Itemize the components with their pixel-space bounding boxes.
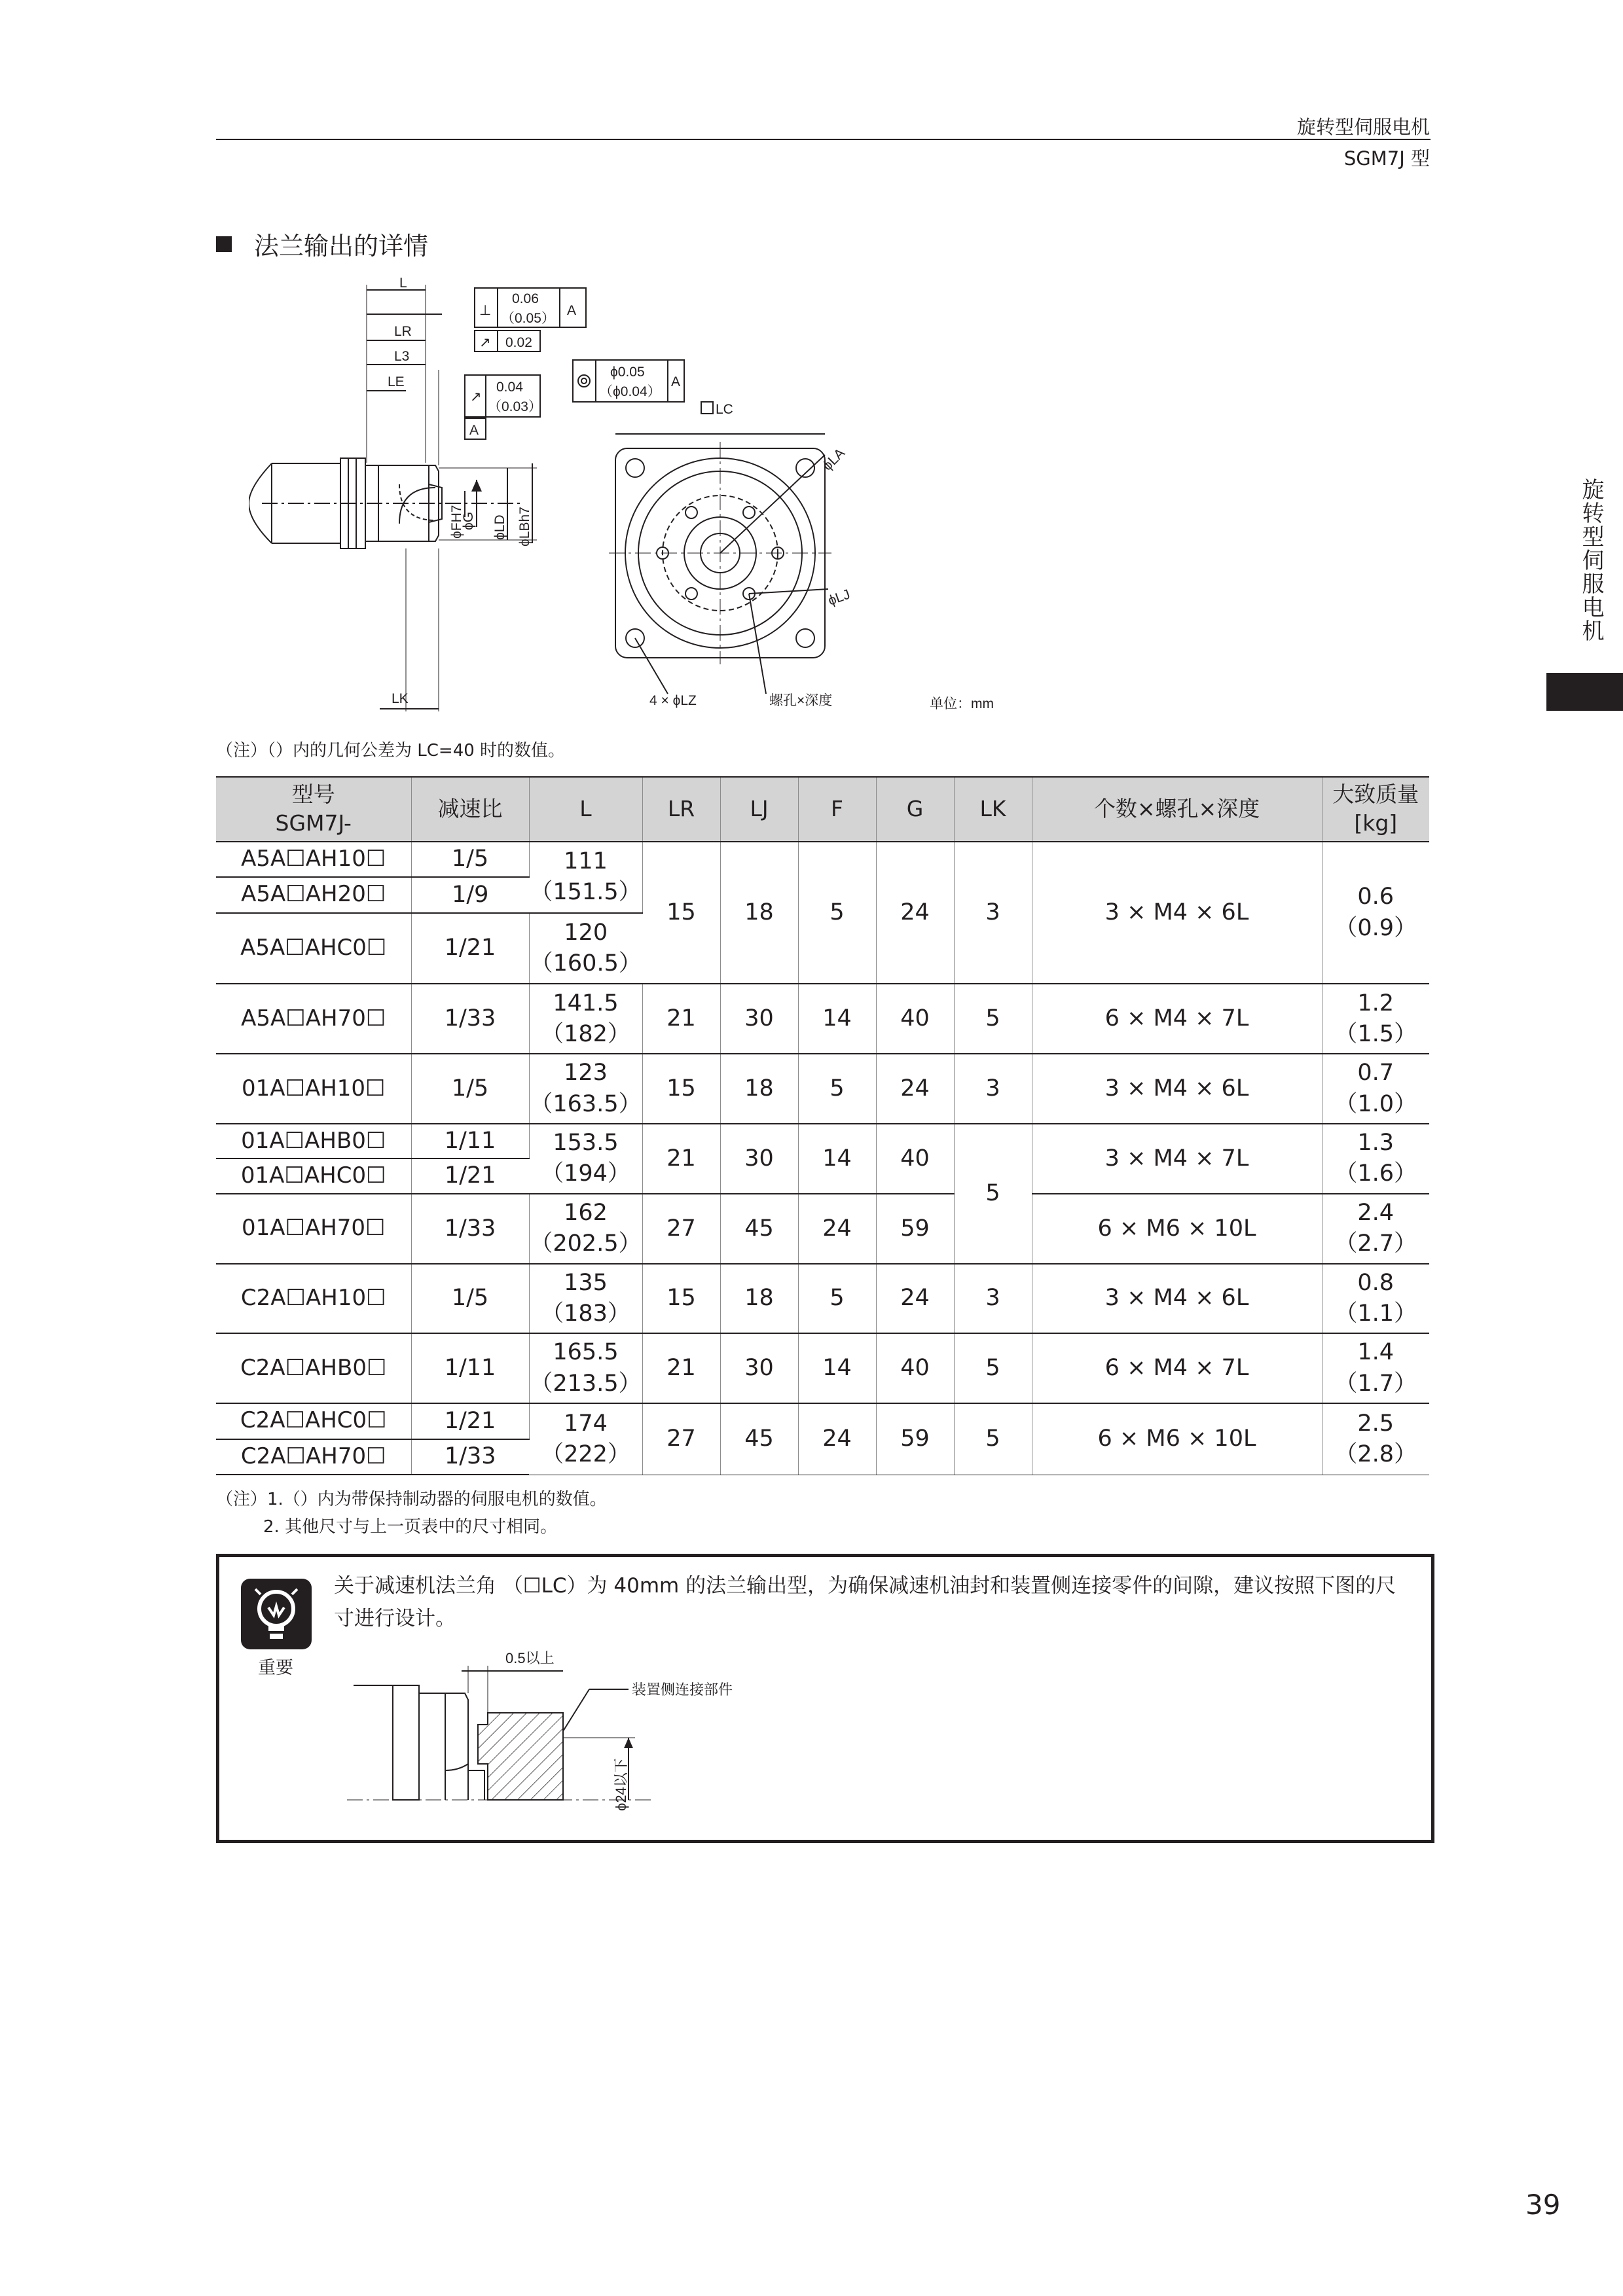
table-cell-lr: 15 (642, 842, 720, 984)
table-cell-g: 24 (876, 842, 954, 984)
th-lr: LR (642, 777, 720, 842)
table-cell-l: 111 （151.5） (529, 842, 642, 913)
tol2: 0.02 (505, 335, 532, 350)
table-row-model: A5A☐AH70☐ (216, 984, 411, 1054)
table-cell-mass: 0.6 （0.9） (1322, 842, 1429, 984)
header-title: 旋转型伺服电机 (1296, 116, 1430, 138)
table-row-ratio: 1/9 (411, 877, 529, 912)
table-cell-lk: 5 (954, 1124, 1032, 1264)
table-cell-l: 141.5 （182） (529, 984, 642, 1054)
table-cell-g: 24 (876, 1054, 954, 1124)
page-number: 39 (1525, 2189, 1561, 2221)
tol1-datum: A (567, 303, 577, 318)
table-row-model: 01A☐AHB0☐ (216, 1124, 411, 1158)
table-cell-f: 5 (798, 1054, 876, 1124)
svg-text:↗: ↗ (479, 335, 491, 350)
table-cell-g: 59 (876, 1403, 954, 1475)
table-cell-lk: 5 (954, 1333, 1032, 1403)
table-cell-holes: 6 × M4 × 7L (1032, 984, 1322, 1054)
table-cell-holes: 3 × M4 × 7L (1032, 1124, 1322, 1194)
table-cell-lj: 45 (720, 1194, 798, 1264)
table-cell-f: 24 (798, 1403, 876, 1475)
tol3-datum: A (469, 423, 479, 438)
th-lj: LJ (720, 777, 798, 842)
th-f: F (798, 777, 876, 842)
table-row-ratio: 1/5 (411, 1264, 529, 1334)
table-row-model: A5A☐AH20☐ (216, 877, 411, 912)
dim-la: ϕLA (820, 445, 848, 474)
note-top: （注）（）内的几何公差为 LC=40 时的数值。 (216, 741, 566, 761)
table-cell-mass: 1.2 （1.5） (1322, 984, 1429, 1054)
table-row-model: A5A☐AHC0☐ (216, 913, 411, 984)
spec-table (216, 776, 1429, 1475)
table-cell-holes: 3 × M4 × 6L (1032, 1264, 1322, 1334)
th-holes: 个数×螺孔×深度 (1032, 777, 1322, 842)
side-tab-label: 旋转型伺服电机 (1578, 478, 1604, 643)
table-cell-g: 40 (876, 984, 954, 1054)
flange-output-drawing (249, 272, 1034, 717)
tol1-a: 0.06 (512, 291, 539, 306)
tol3-a: 0.04 (496, 380, 523, 395)
table-cell-f: 24 (798, 1194, 876, 1264)
important-text: 关于减速机法兰角 （☐LC）为 40mm 的法兰输出型，为确保减速机油封和装置侧连接零件的间隙，建议按照下图的尺寸进行设计。 (334, 1574, 1396, 1630)
clearance-detail-drawing (340, 1640, 799, 1823)
table-row-model: 01A☐AH70☐ (216, 1194, 411, 1264)
table-cell-mass: 1.4 （1.7） (1322, 1333, 1429, 1403)
table-cell-lj: 18 (720, 1264, 798, 1334)
table-cell-lk: 3 (954, 1054, 1032, 1124)
table-row-ratio: 1/5 (411, 842, 529, 877)
table-row-model: C2A☐AHB0☐ (216, 1333, 411, 1403)
table-cell-f: 5 (798, 1264, 876, 1334)
table-cell-l: 120 （160.5） (529, 913, 642, 984)
table-row-ratio: 1/11 (411, 1333, 529, 1403)
section-title (216, 226, 428, 262)
dim-lj: ϕLJ (826, 586, 852, 609)
table-cell-lk: 3 (954, 842, 1032, 984)
table-row-ratio: 1/21 (411, 1403, 529, 1439)
table-cell-f: 14 (798, 1124, 876, 1194)
table-cell-mass: 1.3 （1.6） (1322, 1124, 1429, 1194)
notes-bottom (216, 1486, 607, 1541)
table-cell-l: 165.5 （213.5） (529, 1333, 642, 1403)
unit-label: 单位：mm (930, 696, 994, 711)
table-cell-f: 14 (798, 1333, 876, 1403)
note-2: 2. 其他尺寸与上一页表中的尺寸相同。 (263, 1517, 558, 1537)
table-cell-lr: 27 (642, 1194, 720, 1264)
table-row-model: 01A☐AHC0☐ (216, 1158, 411, 1193)
table-row-model: C2A☐AH10☐ (216, 1264, 411, 1334)
table-cell-lr: 21 (642, 1124, 720, 1194)
th-mass: 大致质量 [kg] (1322, 777, 1429, 842)
table-cell-lr: 27 (642, 1403, 720, 1475)
table-cell-holes: 6 × M6 × 10L (1032, 1403, 1322, 1475)
table-row-model: C2A☐AHC0☐ (216, 1403, 411, 1439)
part-label: 装置侧连接部件 (632, 1681, 733, 1698)
table-row-ratio: 1/21 (411, 913, 529, 984)
tol4-a: ϕ0.05 (610, 365, 645, 380)
svg-text:⊥: ⊥ (479, 303, 492, 318)
table-cell-mass: 2.5 （2.8） (1322, 1403, 1429, 1475)
table-cell-g: 40 (876, 1124, 954, 1194)
table-row-ratio: 1/21 (411, 1158, 529, 1193)
tol3-b: （0.03） (488, 399, 542, 414)
table-cell-mass: 0.7 （1.0） (1322, 1054, 1429, 1124)
table-cell-l: 174 （222） (529, 1403, 642, 1475)
side-tab-marker (1546, 673, 1623, 711)
section-title-text: 法兰输出的详情 (254, 232, 429, 260)
table-row-ratio: 1/33 (411, 1439, 529, 1475)
th-lk: LK (954, 777, 1032, 842)
dim-l3: L3 (394, 349, 410, 364)
table-cell-lr: 15 (642, 1264, 720, 1334)
dim-lk: LK (392, 691, 409, 706)
table-row-ratio: 1/5 (411, 1054, 529, 1124)
table-cell-mass: 0.8 （1.1） (1322, 1264, 1429, 1334)
table-cell-lr: 15 (642, 1054, 720, 1124)
table-row-ratio: 1/11 (411, 1124, 529, 1158)
table-cell-g: 59 (876, 1194, 954, 1264)
table-cell-l: 135 （183） (529, 1264, 642, 1334)
table-cell-l: 162 （202.5） (529, 1194, 642, 1264)
table-cell-lj: 30 (720, 984, 798, 1054)
dim-l: L (399, 276, 407, 291)
dim-screw: 螺孔×深度 (769, 693, 833, 708)
table-cell-lr: 21 (642, 984, 720, 1054)
lightbulb-icon (240, 1577, 313, 1651)
svg-text:↗: ↗ (470, 389, 482, 404)
note-1: （注）1.（）内为带保持制动器的伺服电机的数值。 (216, 1490, 607, 1509)
th-model: 型号 SGM7J- (216, 777, 411, 842)
table-cell-f: 14 (798, 984, 876, 1054)
table-cell-lk: 5 (954, 1403, 1032, 1475)
table-row-model: C2A☐AH70☐ (216, 1439, 411, 1475)
table-row-ratio: 1/33 (411, 1194, 529, 1264)
tol1-b: （0.05） (501, 311, 555, 326)
dim-g: ϕG (461, 511, 476, 530)
table-row-model: 01A☐AH10☐ (216, 1054, 411, 1124)
important-label: 重要 (258, 1658, 293, 1678)
table-cell-mass: 2.4 （2.7） (1322, 1194, 1429, 1264)
th-ratio: 减速比 (411, 777, 529, 842)
section-bullet-icon (216, 236, 232, 252)
table-cell-holes: 3 × M4 × 6L (1032, 842, 1322, 984)
table-cell-lk: 5 (954, 984, 1032, 1054)
header-model: SGM7J 型 (1343, 147, 1430, 170)
table-cell-lk: 3 (954, 1264, 1032, 1334)
table-cell-f: 5 (798, 842, 876, 984)
header-rule (216, 139, 1431, 140)
table-row-model: A5A☐AH10☐ (216, 842, 411, 877)
th-g: G (876, 777, 954, 842)
table-row-ratio: 1/33 (411, 984, 529, 1054)
dim-lz: 4 × ϕLZ (649, 693, 697, 708)
table-cell-l: 123 （163.5） (529, 1054, 642, 1124)
tol4-b: （ϕ0.04） (599, 384, 661, 399)
table-cell-holes: 3 × M4 × 6L (1032, 1054, 1322, 1124)
table-cell-lj: 18 (720, 842, 798, 984)
table-cell-holes: 6 × M4 × 7L (1032, 1333, 1322, 1403)
dim-lbh7: ϕLBh7 (517, 507, 532, 547)
dim-le: LE (388, 374, 405, 389)
table-cell-g: 24 (876, 1264, 954, 1334)
table-cell-lj: 30 (720, 1124, 798, 1194)
th-l: L (529, 777, 642, 842)
table-cell-lj: 18 (720, 1054, 798, 1124)
dim-lr: LR (394, 324, 412, 339)
table-cell-l: 153.5 （194） (529, 1124, 642, 1194)
table-cell-holes: 6 × M6 × 10L (1032, 1194, 1322, 1264)
table-cell-lr: 21 (642, 1333, 720, 1403)
dim-ld: ϕLD (492, 514, 507, 540)
table-cell-lj: 30 (720, 1333, 798, 1403)
tol4-datum: A (671, 374, 681, 389)
table-cell-lj: 45 (720, 1403, 798, 1475)
dim-diameter: ϕ24以下 (613, 1758, 629, 1811)
dim-clearance: 0.5以上 (505, 1650, 555, 1666)
dim-lc: LC (716, 402, 733, 417)
dim-fh7: ϕFH7 (449, 505, 464, 539)
table-cell-g: 40 (876, 1333, 954, 1403)
